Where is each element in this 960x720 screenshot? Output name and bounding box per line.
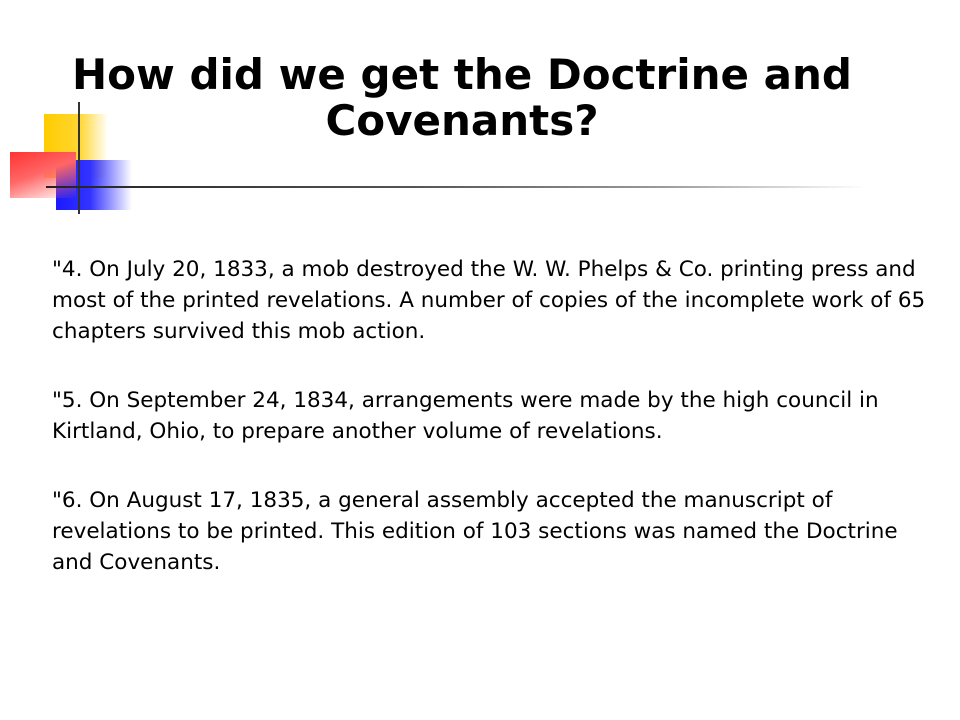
paragraph-item-4: "4. On July 20, 1833, a mob destroyed the W. W. Phelps & Co. printing press and most of the printed revelations. A number of copies of the incomplete work of 65 chapters survived this mob action. (52, 257, 926, 344)
red-square-shape (10, 152, 76, 198)
slide-body (52, 254, 942, 616)
title-underline-rule (46, 186, 866, 188)
paragraph-item-5: "5. On September 24, 1834, arrangements were made by the high council in Kirtland, Ohio, to prepare another volume of revelations. (52, 388, 879, 444)
paragraph-item-6: "6. On August 17, 1835, a general assembly accepted the manuscript of revelations to be printed. This edition of 103 sections was named the Doctrine and Covenants. (52, 488, 898, 575)
slide-title: How did we get the Doctrine and Covenants? (72, 50, 852, 145)
